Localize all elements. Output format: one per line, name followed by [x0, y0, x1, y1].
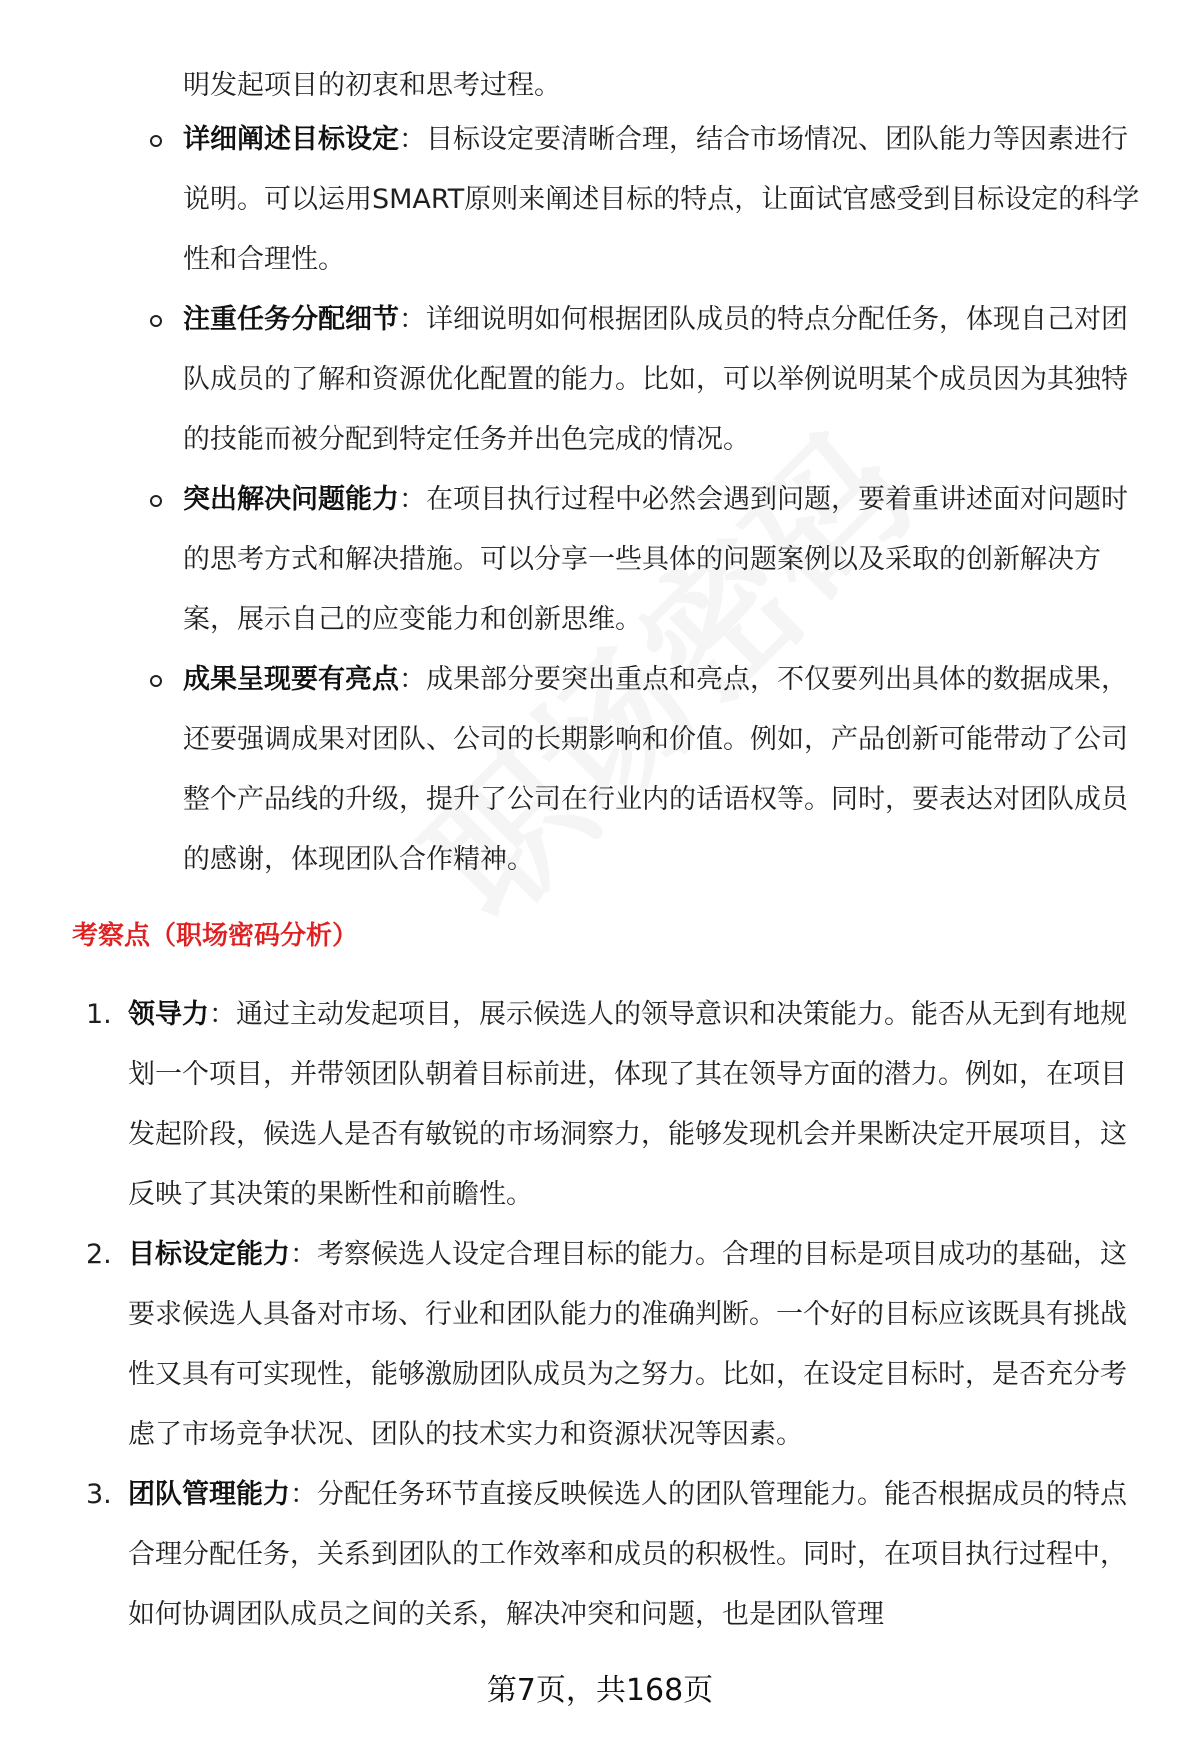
item-text: ：成果部分要突出重点和亮点，不仅要列出具体的数据成果，还要强调成果对团队、公司的长期影响和价值。例如，产品创新可能带动了公司整个产品线的升级，提升了公司在行业内的话语权等。同时，要表达对团队成员的感谢，体现团队合作精神。 — [183, 664, 1128, 875]
list-item — [0, 650, 1143, 890]
evaluation-points-list — [0, 985, 1200, 1645]
tips-list — [0, 110, 1200, 890]
item-text: ：在项目执行过程中必然会遇到问题，要着重讲述面对问题时的思考方式和解决措施。可以分享一些具体的问题案例以及采取的创新解决方案，展示自己的应变能力和创新思维。 — [183, 484, 1128, 635]
circle-bullet-icon — [150, 495, 162, 507]
list-item — [0, 985, 1143, 1225]
item-title: 领导力 — [128, 999, 209, 1030]
item-text: ：考察候选人设定合理目标的能力。合理的目标是项目成功的基础，这要求候选人具备对市场、行业和团队能力的准确判断。一个好的目标应该既具有挑战性又具有可实现性，能够激励团队成员为之努力。比如，在设定目标时，是否充分考虑了市场竞争状况、团队的技术实力和资源状况等因素。 — [128, 1239, 1127, 1450]
item-number: 2. — [86, 1239, 112, 1270]
circle-bullet-icon — [150, 675, 162, 687]
item-title: 团队管理能力 — [128, 1479, 290, 1510]
item-text: ：通过主动发起项目，展示候选人的领导意识和决策能力。能否从无到有地规划一个项目，并带领团队朝着目标前进，体现了其在领导方面的潜力。例如，在项目发起阶段，候选人是否有敏锐的市场洞察力，能够发现机会并果断决定开展项目，这反映了其决策的果断性和前瞻性。 — [128, 999, 1127, 1210]
circle-bullet-icon — [150, 315, 162, 327]
list-item — [0, 1465, 1143, 1645]
item-title: 详细阐述目标设定 — [183, 124, 399, 155]
item-title: 目标设定能力 — [128, 1239, 290, 1270]
continuation-text: 明发起项目的初衷和思考过程。 — [183, 70, 561, 101]
circle-bullet-icon — [150, 135, 162, 147]
list-item — [0, 1225, 1143, 1465]
item-number: 1. — [86, 999, 112, 1030]
item-number: 3. — [86, 1479, 112, 1510]
item-text: ：分配任务环节直接反映候选人的团队管理能力。能否根据成员的特点合理分配任务，关系到团队的工作效率和成员的积极性。同时，在项目执行过程中，如何协调团队成员之间的关系，解决冲突和问题，也是团队管理 — [128, 1479, 1127, 1630]
page-number: 第7页，共168页 — [486, 1673, 714, 1708]
item-title: 注重任务分配细节 — [183, 304, 399, 335]
item-text: ：详细说明如何根据团队成员的特点分配任务，体现自己对团队成员的了解和资源优化配置的能力。比如，可以举例说明某个成员因为其独特的技能而被分配到特定任务并出色完成的情况。 — [183, 304, 1128, 455]
item-title: 成果呈现要有亮点 — [183, 664, 399, 695]
list-item — [0, 110, 1143, 290]
list-item — [0, 290, 1143, 470]
item-title: 突出解决问题能力 — [183, 484, 399, 515]
list-item — [0, 470, 1143, 650]
section-heading: 考察点（职场密码分析） — [72, 921, 359, 951]
item-text: ：目标设定要清晰合理，结合市场情况、团队能力等因素进行说明。可以运用SMART原则来阐述目标的特点，让面试官感受到目标设定的科学性和合理性。 — [183, 124, 1140, 275]
